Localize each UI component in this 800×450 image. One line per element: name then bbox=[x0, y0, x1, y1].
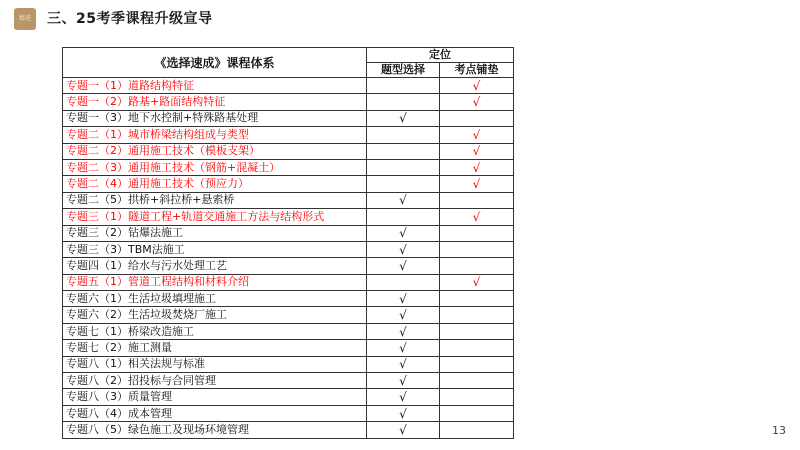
topic-cell: 专题八（3）质量管理 bbox=[63, 389, 367, 405]
question-type-check-cell bbox=[367, 94, 440, 110]
key-point-check-cell: √ bbox=[440, 143, 514, 159]
table-row bbox=[63, 94, 514, 110]
topic-cell: 专题三（3）TBM法施工 bbox=[63, 241, 367, 257]
question-type-check-cell: √ bbox=[367, 307, 440, 323]
key-point-check-cell bbox=[440, 340, 514, 356]
key-point-check-cell: √ bbox=[440, 94, 514, 110]
key-point-check-cell: √ bbox=[440, 159, 514, 175]
topic-cell: 专题五（1）管道工程结构和材料介绍 bbox=[63, 274, 367, 290]
key-point-check-cell: √ bbox=[440, 127, 514, 143]
question-type-check-cell: √ bbox=[367, 373, 440, 389]
table-row bbox=[63, 241, 514, 257]
topic-cell: 专题八（5）绿色施工及现场环境管理 bbox=[63, 422, 367, 438]
question-type-check-cell: √ bbox=[367, 356, 440, 372]
topic-cell: 专题六（2）生活垃圾焚烧厂施工 bbox=[63, 307, 367, 323]
course-system-header: 《选择速成》课程体系 bbox=[63, 48, 367, 78]
question-type-check-cell: √ bbox=[367, 258, 440, 274]
key-point-check-cell: √ bbox=[440, 78, 514, 94]
topic-cell: 专题二（4）通用施工技术（预应力） bbox=[63, 176, 367, 192]
key-point-check-cell bbox=[440, 192, 514, 208]
topic-cell: 专题二（3）通用施工技术（钢筋+混凝土） bbox=[63, 159, 367, 175]
table-row bbox=[63, 373, 514, 389]
table-row bbox=[63, 389, 514, 405]
table-body bbox=[63, 78, 514, 439]
question-type-check-cell: √ bbox=[367, 405, 440, 421]
key-point-check-cell bbox=[440, 356, 514, 372]
question-type-check-cell bbox=[367, 127, 440, 143]
topic-cell: 专题七（1）桥梁改造施工 bbox=[63, 323, 367, 339]
key-point-check-cell bbox=[440, 225, 514, 241]
topic-cell: 专题七（2）施工测量 bbox=[63, 340, 367, 356]
question-type-check-cell: √ bbox=[367, 291, 440, 307]
table-row bbox=[63, 356, 514, 372]
question-type-check-cell bbox=[367, 209, 440, 225]
table-row bbox=[63, 307, 514, 323]
table-row bbox=[63, 422, 514, 438]
question-type-check-cell: √ bbox=[367, 323, 440, 339]
key-point-check-cell bbox=[440, 405, 514, 421]
key-point-check-cell bbox=[440, 291, 514, 307]
question-type-check-cell: √ bbox=[367, 110, 440, 126]
course-table bbox=[62, 47, 514, 439]
table-row bbox=[63, 340, 514, 356]
topic-cell: 专题四（1）给水与污水处理工艺 bbox=[63, 258, 367, 274]
table-row bbox=[63, 143, 514, 159]
topic-cell: 专题六（1）生活垃圾填埋施工 bbox=[63, 291, 367, 307]
key-point-check-cell bbox=[440, 307, 514, 323]
topic-cell: 专题二（1）城市桥梁结构组成与类型 bbox=[63, 127, 367, 143]
question-type-check-cell: √ bbox=[367, 192, 440, 208]
question-type-check-cell bbox=[367, 78, 440, 94]
question-type-check-cell bbox=[367, 143, 440, 159]
topic-cell: 专题八（4）成本管理 bbox=[63, 405, 367, 421]
table-row bbox=[63, 225, 514, 241]
question-type-check-cell: √ bbox=[367, 422, 440, 438]
key-point-check-cell bbox=[440, 110, 514, 126]
brand-logo bbox=[14, 8, 36, 30]
table-row bbox=[63, 127, 514, 143]
question-type-check-cell bbox=[367, 274, 440, 290]
key-point-check-cell bbox=[440, 422, 514, 438]
question-type-check-cell: √ bbox=[367, 340, 440, 356]
key-point-check-cell bbox=[440, 323, 514, 339]
positioning-header: 定位 bbox=[367, 48, 514, 63]
question-type-check-cell: √ bbox=[367, 241, 440, 257]
table-row bbox=[63, 110, 514, 126]
question-type-check-cell bbox=[367, 176, 440, 192]
question-type-check-cell bbox=[367, 159, 440, 175]
table-row bbox=[63, 176, 514, 192]
key-point-check-cell: √ bbox=[440, 176, 514, 192]
key-point-check-cell bbox=[440, 373, 514, 389]
key-point-check-cell bbox=[440, 258, 514, 274]
topic-cell: 专题二（2）通用施工技术（模板支架） bbox=[63, 143, 367, 159]
topic-cell: 专题一（1）道路结构特征 bbox=[63, 78, 367, 94]
table-row bbox=[63, 405, 514, 421]
key-point-check-cell: √ bbox=[440, 274, 514, 290]
table-row bbox=[63, 291, 514, 307]
key-point-check-cell bbox=[440, 389, 514, 405]
key-point-check-cell bbox=[440, 241, 514, 257]
topic-cell: 专题一（2）路基+路面结构特征 bbox=[63, 94, 367, 110]
slide-title: 三、25考季课程升级宣导 bbox=[47, 11, 213, 27]
table-row bbox=[63, 274, 514, 290]
topic-cell: 专题八（1）相关法规与标准 bbox=[63, 356, 367, 372]
table-row bbox=[63, 209, 514, 225]
table-row bbox=[63, 323, 514, 339]
topic-cell: 专题三（1）隧道工程+轨道交通施工方法与结构形式 bbox=[63, 209, 367, 225]
question-type-check-cell: √ bbox=[367, 225, 440, 241]
table-row bbox=[63, 258, 514, 274]
topic-cell: 专题一（3）地下水控制+特殊路基处理 bbox=[63, 110, 367, 126]
question-type-check-cell: √ bbox=[367, 389, 440, 405]
page-number: 13 bbox=[772, 424, 786, 437]
logo-text: 精进 bbox=[18, 15, 31, 22]
table-row bbox=[63, 159, 514, 175]
key-point-check-cell: √ bbox=[440, 209, 514, 225]
table-row bbox=[63, 78, 514, 94]
topic-cell: 专题二（5）拱桥+斜拉桥+悬索桥 bbox=[63, 192, 367, 208]
topic-cell: 专题八（2）招投标与合同管理 bbox=[63, 373, 367, 389]
key-point-header: 考点铺垫 bbox=[440, 63, 514, 78]
topic-cell: 专题三（2）钻爆法施工 bbox=[63, 225, 367, 241]
question-type-header: 题型选择 bbox=[367, 63, 440, 78]
table-row bbox=[63, 192, 514, 208]
